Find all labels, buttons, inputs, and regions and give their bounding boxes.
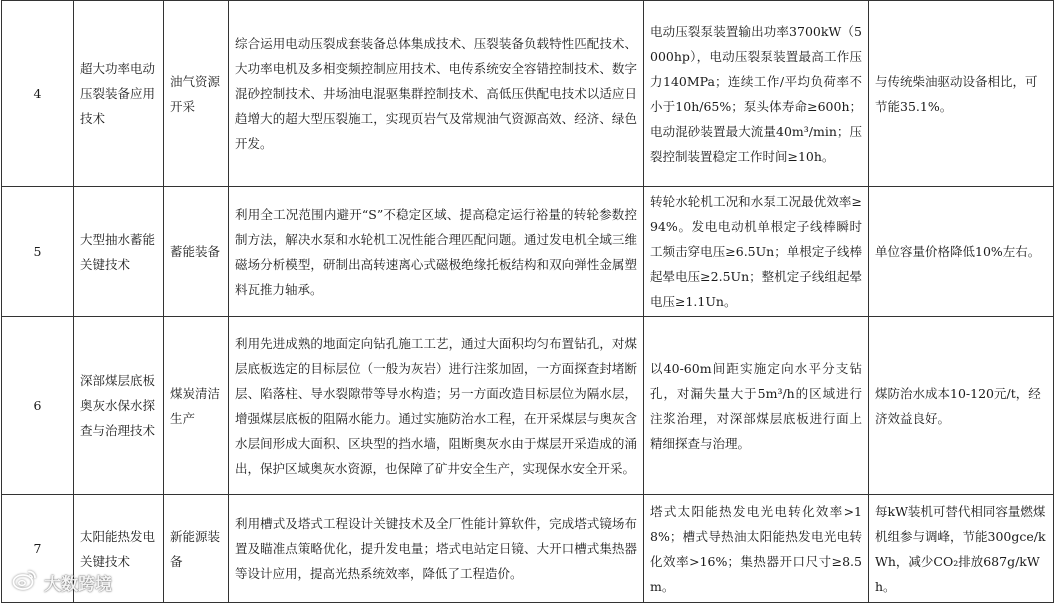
performance-indicators: 电动压裂泵装置输出功率3700kW（5000hp），电动压裂泵装置最高工作压力140MPa；连续工作/平均负荷率不小于10h/65%；泵头体寿命≥600h；电动混砂装置最大流量40m³/min；压裂控制装置稳定工作时间≥10h。 <box>644 1 869 187</box>
performance-indicators: 以40-60m间距实施定向水平分支钻孔，对漏失量大于5m³/h的区域进行注浆治理，对深部煤层底板进行面上精细探查与治理。 <box>644 317 869 495</box>
technology-description: 利用槽式及塔式工程设计关键技术及全厂性能计算软件，完成塔式镜场布置及瞄准点策略优化，提升发电量；塔式电站定日镜、大开口槽式集热器等设计应用，提高光热系统效率，降低了工程造价。 <box>229 495 644 603</box>
row-number: 7 <box>2 495 74 603</box>
application-field: 煤炭清洁生产 <box>164 317 229 495</box>
technology-name: 大型抽水蓄能关键技术 <box>74 187 164 317</box>
table-row <box>2 495 1054 603</box>
technology-name: 太阳能热发电关键技术 <box>74 495 164 603</box>
table-row <box>2 187 1054 317</box>
benefit-text: 单位容量价格降低10%左右。 <box>869 187 1054 317</box>
watermark <box>12 569 112 596</box>
technology-name: 深部煤层底板奥灰水保水探查与治理技术 <box>74 317 164 495</box>
performance-indicators: 塔式太阳能热发电光电转化效率>18%；槽式导热油太阳能热发电光电转化效率>16%；集热器开口尺寸≥8.5m。 <box>644 495 869 603</box>
application-field: 新能源装备 <box>164 495 229 603</box>
row-number: 6 <box>2 317 74 495</box>
weibo-logo-icon <box>12 569 38 596</box>
benefit-text: 与传统柴油驱动设备相比，可节能35.1%。 <box>869 1 1054 187</box>
row-number: 5 <box>2 187 74 317</box>
table-row <box>2 1 1054 187</box>
row-number: 4 <box>2 1 74 187</box>
benefit-text: 每kW装机可替代相同容量燃煤机组参与调峰，节能300gce/kWh，减少CO₂排放687g/kWh。 <box>869 495 1054 603</box>
watermark-text: 大数跨境 <box>44 575 112 595</box>
performance-indicators: 转轮水轮机工况和水泵工况最优效率≥94%。发电电动机单根定子线棒瞬时工频击穿电压≥6.5Un；单根定子线棒起晕电压≥2.5Un；整机定子线组起晕电压≥1.1Un。 <box>644 187 869 317</box>
benefit-text: 煤防治水成本10-120元/t，经济效益良好。 <box>869 317 1054 495</box>
technology-description: 利用全工况范围内避开“S”不稳定区域、提高稳定运行裕量的转轮参数控制方法，解决水泵和水轮机工况性能合理匹配问题。通过发电机全域三维磁场分析模型，研制出高转速离心式磁极绝缘托板结构和双向弹性金属塑料瓦推力轴承。 <box>229 187 644 317</box>
technology-description: 综合运用电动压裂成套装备总体集成技术、压裂装备负载特性匹配技术、大功率电机及多相变频控制应用技术、电传系统安全容错控制技术、数字混砂控制技术、井场油电混驱集群控制技术、高低压供配电技术以适应日趋增大的超大型压裂施工，实现页岩气及常规油气资源高效、经济、绿色开发。 <box>229 1 644 187</box>
technology-description: 利用先进成熟的地面定向钻孔施工工艺，通过大面积均匀布置钻孔，对煤层底板选定的目标层位（一般为灰岩）进行注浆加固，一方面探查封堵断层、陷落柱、导水裂隙带等导水构造；另一方面改造目标层位为隔水层，增强煤层底板的阻隔水能力。通过实施防治水工程，在开采煤层与奥灰含水层间形成大面积、区块型的挡水墙，阻断奥灰水由于煤层开采造成的涌出，保护区域奥灰水资源，也保障了矿井安全生产，实现保水安全开采。 <box>229 317 644 495</box>
table-row <box>2 317 1054 495</box>
application-field: 油气资源开采 <box>164 1 229 187</box>
technology-table <box>1 0 1054 603</box>
technology-name: 超大功率电动压裂装备应用技术 <box>74 1 164 187</box>
application-field: 蓄能装备 <box>164 187 229 317</box>
